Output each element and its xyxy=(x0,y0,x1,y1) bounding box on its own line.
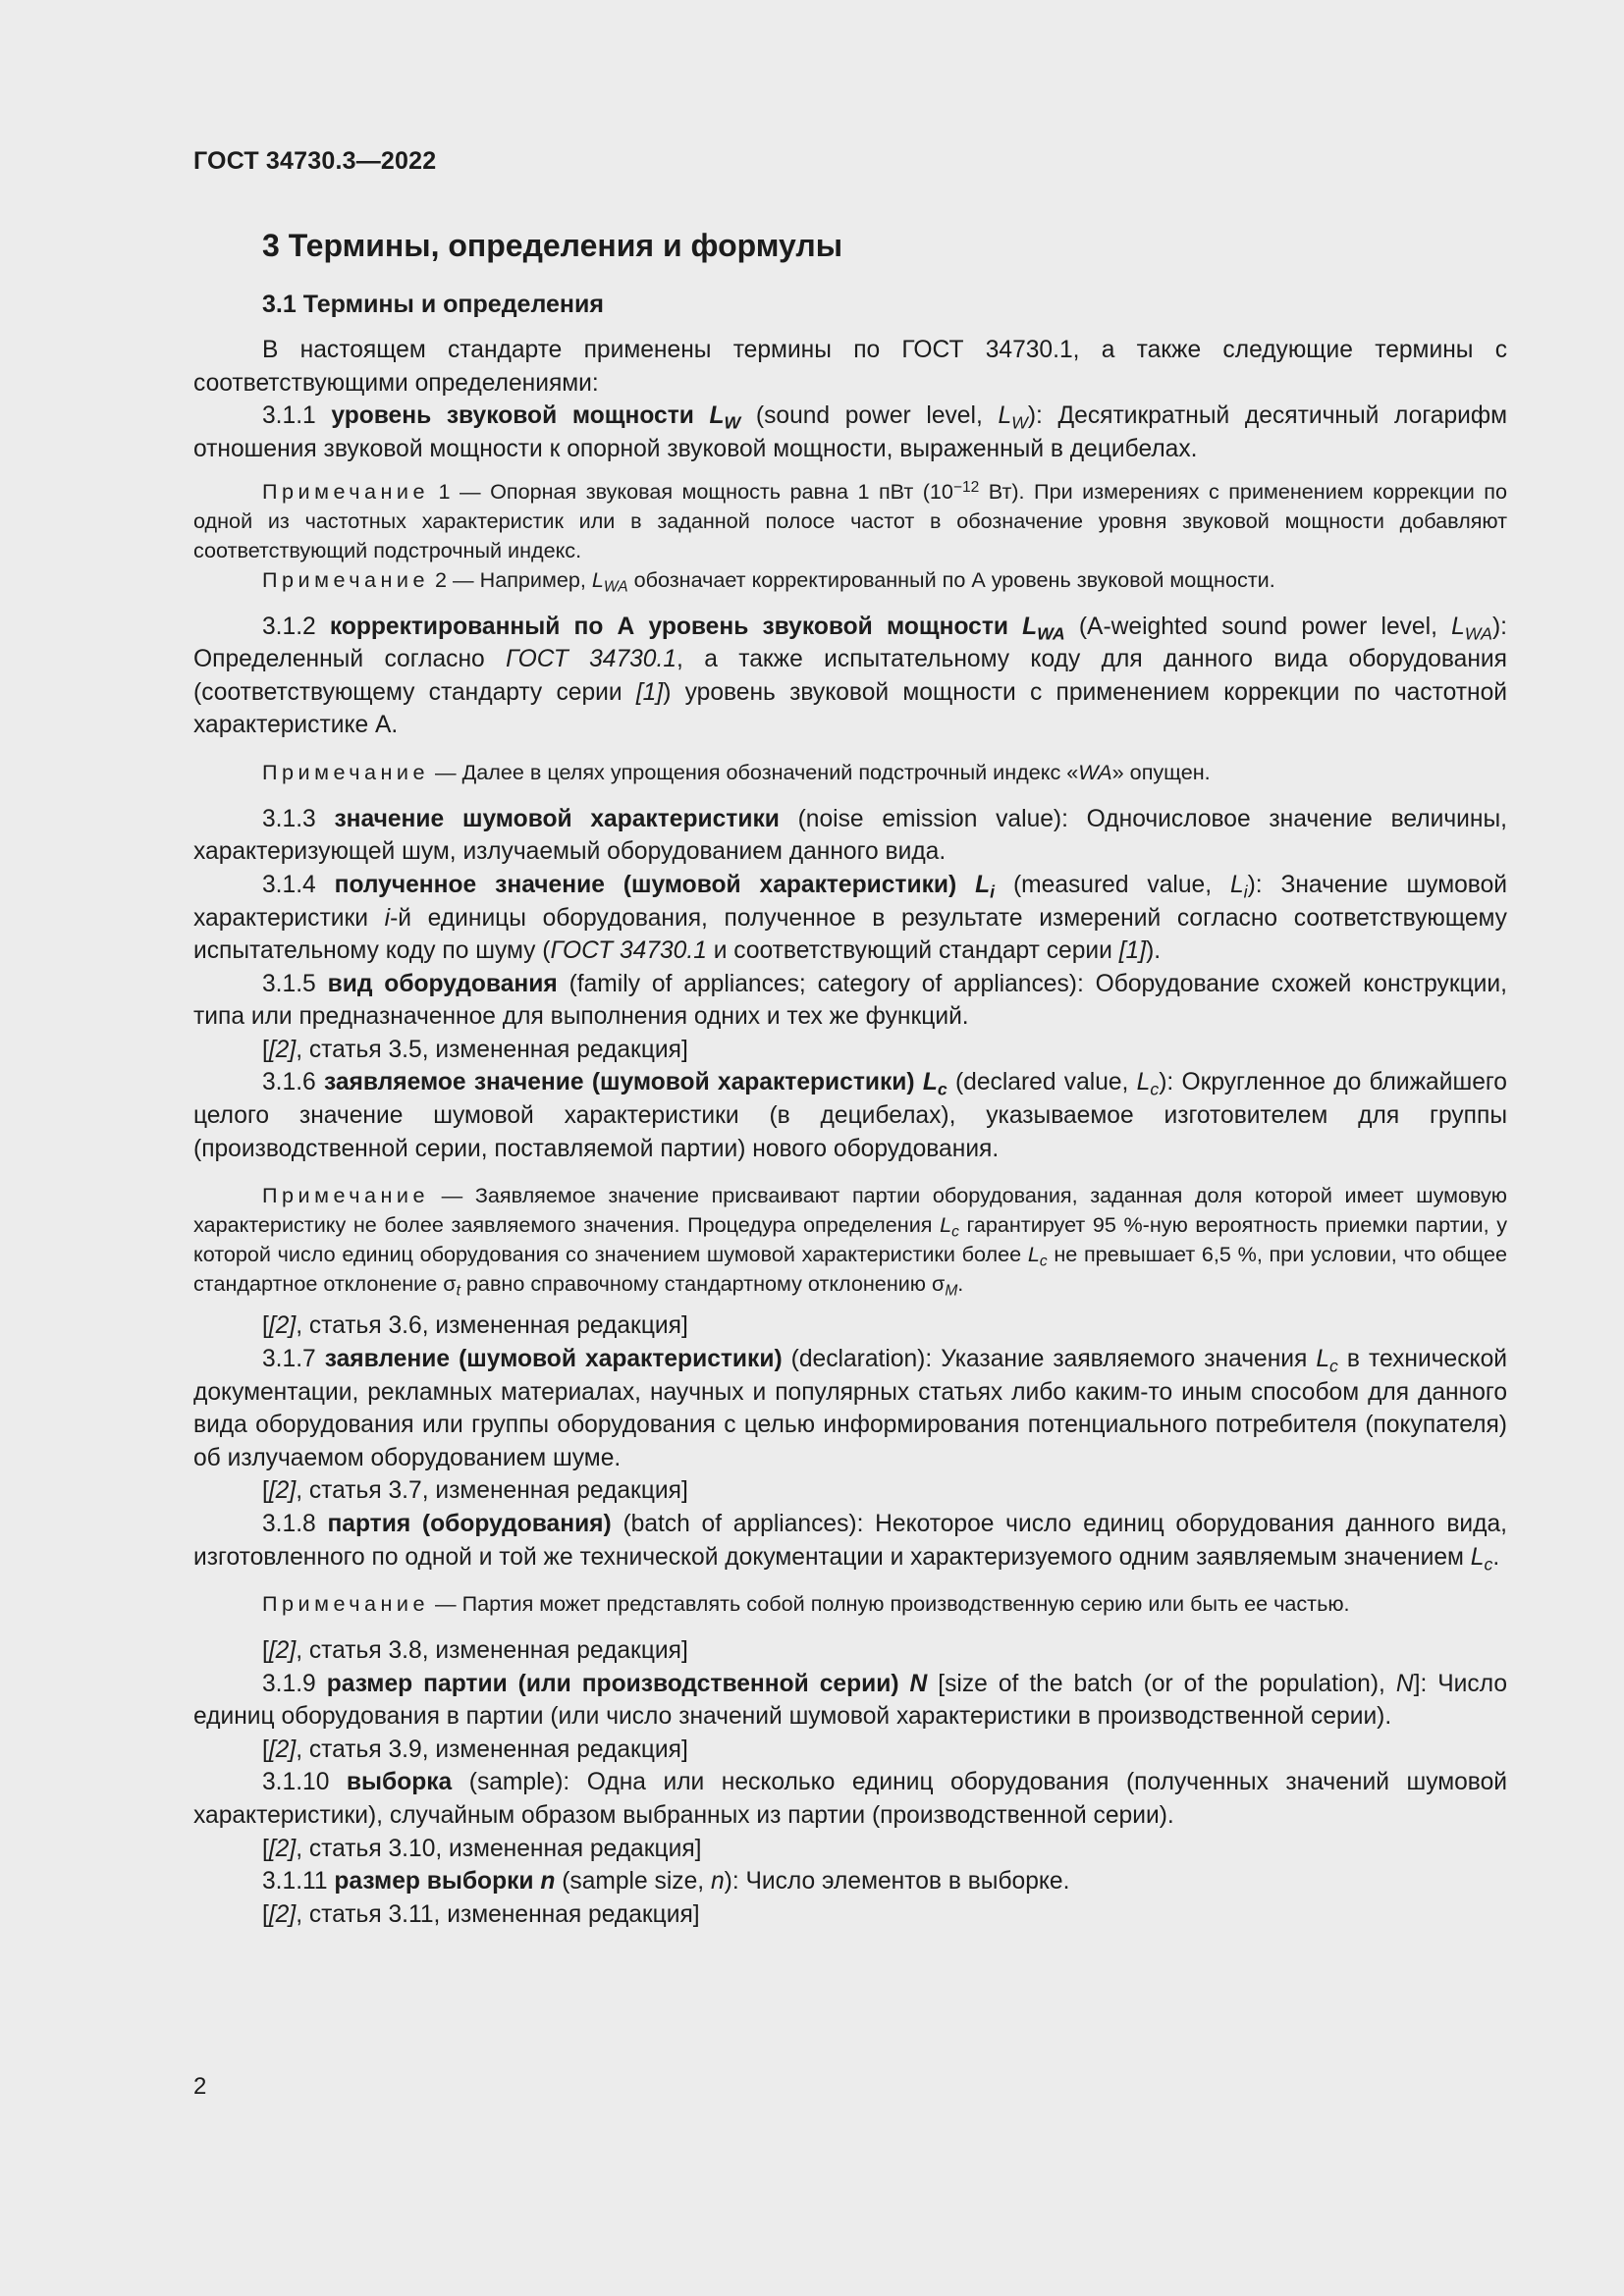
term-3-1-8: 3.1.8 партия (оборудования) (batch of appliances): Некоторое число единиц оборудования данного вида, изготовленного по одной и той же технической документации и характеризуемого одним заявляемым значением $L_c$. xyxy=(193,1511,1507,1574)
intro-paragraph: В настоящем стандарте применены термины по ГОСТ 34730.1, а также следующие термины с соответствующими определениями: xyxy=(193,337,1507,397)
document-code-header: ГОСТ 34730.3—2022 xyxy=(193,147,437,175)
subsection-title: 3.1 Термины и определения xyxy=(262,291,604,318)
note-3-1-1-2: Примечание 2 — Например, $L_{WA}$ обозначает корректированный по А уровень звуковой мощности. xyxy=(262,566,1275,596)
term-3-1-6: 3.1.6 заявляемое значение (шумовой характеристики) $L_c$ (declared value, $L_c$): Округленное до ближайшего целого значение шумовой характеристики (в децибелах), указываемое изготовителем для группы (производственной серии, поставляемой партии) нового оборудования. xyxy=(193,1069,1507,1162)
term-3-1-11: 3.1.11 размер выборки n (sample size, n): Число элементов в выборке. xyxy=(262,1868,1070,1896)
source-ref-3-1-5: [[2], статья 3.5, измененная редакция] xyxy=(262,1036,688,1063)
term-3-1-5: 3.1.5 вид оборудования (family of appliances; category of appliances): Оборудование схожей конструкции, типа или предназначенное для выполнения одних и тех же функций. xyxy=(193,970,1507,1031)
source-ref-3-1-7: [[2], статья 3.7, измененная редакция] xyxy=(262,1477,688,1505)
note-3-1-8: Примечание — Партия может представлять собой полную производственную серию или быть ее частью. xyxy=(262,1591,1350,1617)
term-3-1-9: 3.1.9 размер партии (или производственной серии) N [size of the batch (or of the population), N]: Число единиц оборудования в партии (или число значений шумовой характеристики в производственной серии). xyxy=(193,1670,1508,1731)
section-title: 3 Термины, определения и формулы xyxy=(262,228,843,263)
source-ref-3-1-8: [[2], статья 3.8, измененная редакция] xyxy=(262,1637,688,1664)
term-3-1-2: 3.1.2 корректированный по А уровень звуковой мощности $L_{WA}$ (A-weighted sound power level, $L_{WA}$): Определенный согласно ГОСТ 34730.1, а также испытательному коду для данного вида оборудования (соответствующему стандарту серии [1]) уровень звуковой мощности с применением коррекции по частотной характеристике А. xyxy=(193,613,1507,739)
note-3-1-1-1: Примечание 1 — Опорная звуковая мощность равна 1 пВт ($10^{-12}$ Вт). При измерениях с применением коррекции по одной из частотных характеристик или в заданной полосе частот в обозначение уровня звуковой мощности добавляют соответствующий подстрочный индекс. xyxy=(193,479,1507,562)
term-3-1-1: 3.1.1 уровень звуковой мощности $L_W$ (sound power level, $L_W$): Десятикратный десятичный логарифм отношения звуковой мощности к опорной звуковой мощности, выраженный в децибелах. xyxy=(193,402,1508,462)
term-3-1-10: 3.1.10 выборка (sample): Одна или несколько единиц оборудования (полученных значений шумовой характеристики), случайным образом выбранных из партии (производственной серии). xyxy=(193,1769,1508,1829)
source-ref-3-1-10: [[2], статья 3.10, измененная редакция] xyxy=(262,1835,702,1862)
source-ref-3-1-11: [[2], статья 3.11, измененная редакция] xyxy=(262,1900,700,1928)
term-3-1-7: 3.1.7 заявление (шумовой характеристики) (declaration): Указание заявляемого значения $L_c$ в технической документации, рекламных материалах, научных и популярных статьях либо каким-то иным способом для данного вида оборудования или группы оборудования с целью информирования потенциального потребителя (покупателя) об излучаемом оборудованием шуме. xyxy=(193,1346,1507,1471)
source-ref-3-1-9: [[2], статья 3.9, измененная редакция] xyxy=(262,1735,688,1763)
page-content xyxy=(193,224,1507,1931)
term-3-1-3: 3.1.3 значение шумовой характеристики (noise emission value): Одночисловое значение величины, характеризующей шум, излучаемый оборудованием данного вида. xyxy=(193,805,1507,866)
term-3-1-4: 3.1.4 полученное значение (шумовой характеристики) $L_i$ (measured value, $L_i$): Значение шумовой характеристики i-й единицы оборудования, полученное в результате измерений согласно соответствующему испытательному коду по шуму (ГОСТ 34730.1 и соответствующий стандарт серии [1]). xyxy=(193,871,1507,965)
note-3-1-6: Примечание — Заявляемое значение присваивают партии оборудования, заданная доля которой имеет шумовую характеристику не более заявляемого значения. Процедура определения $L_c$ гарантирует 95 %-ную вероятность приемки партии, у которой число единиц оборудования со значением шумовой характеристики более $L_c$ не превышает 6,5 %, при условии, что общее стандартное отклонение $\sigma_t$ равно справочному стандартному отклонению $\sigma_M$. xyxy=(193,1183,1508,1300)
page-number: 2 xyxy=(193,2073,207,2100)
note-3-1-2: Примечание — Далее в целях упрощения обозначений подстрочный индекс «WA» опущен. xyxy=(262,759,1211,784)
source-ref-3-1-6: [[2], статья 3.6, измененная редакция] xyxy=(262,1312,688,1340)
